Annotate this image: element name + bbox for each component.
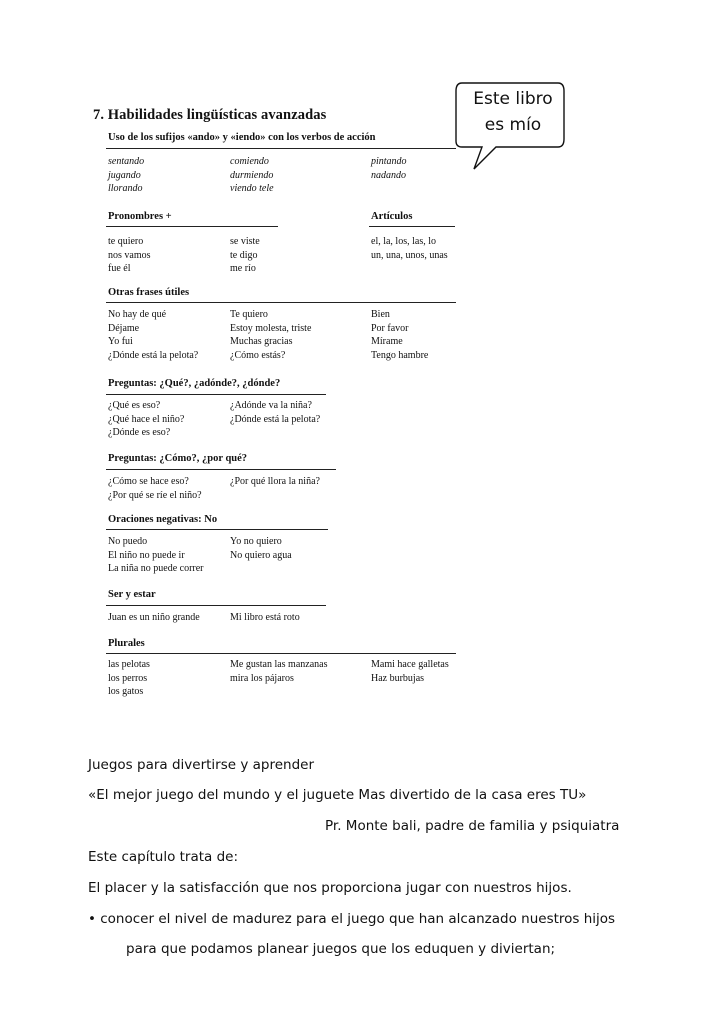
list-item: Yo fui xyxy=(108,336,133,347)
text-line-4: Este capítulo trata de: xyxy=(88,849,239,865)
list-item: Bien xyxy=(371,309,390,320)
list-item: las pelotas xyxy=(108,659,150,670)
pronombres-col-2 xyxy=(230,235,260,276)
list-item: mira los pájaros xyxy=(230,672,294,684)
section-header-pronombres: Pronombres + xyxy=(108,211,172,222)
list-item: viendo tele xyxy=(230,183,274,194)
divider xyxy=(369,226,455,227)
preguntas1-col-2 xyxy=(230,399,320,426)
list-item: Déjame xyxy=(108,322,140,334)
preguntas2-col-1 xyxy=(108,475,202,502)
section-header-sufijos: Uso de los sufijos «ando» y «iendo» con los verbos de acción xyxy=(108,132,376,143)
sufijos-col-3 xyxy=(371,155,407,182)
divider xyxy=(106,605,326,606)
divider xyxy=(106,302,456,303)
preguntas1-col-1 xyxy=(108,399,184,440)
plurales-col-2 xyxy=(230,658,327,685)
list-item: El niño no puede ir xyxy=(108,549,185,561)
section-header-preguntas-1: Preguntas: ¿Qué?, ¿adónde?, ¿dónde? xyxy=(108,378,281,389)
list-item: Mami hace galletas xyxy=(371,659,449,670)
list-item: se viste xyxy=(230,236,260,247)
list-item: Estoy molesta, triste xyxy=(230,322,312,334)
frases-col-2 xyxy=(230,308,311,362)
page-title: 7. Habilidades lingüísticas avanzadas xyxy=(93,107,327,123)
list-item: comiendo xyxy=(230,156,269,167)
ser-col-1 xyxy=(108,611,200,625)
text-line-5: El placer y la satisfacción que nos proporciona jugar con nuestros hijos. xyxy=(88,880,572,896)
text-line-3: Pr. Monte bali, padre de familia y psiquiatra xyxy=(325,818,620,834)
list-item: me río xyxy=(230,263,256,274)
list-item: ¿Dónde está la pelota? xyxy=(230,413,321,425)
pronombres-col-1 xyxy=(108,235,151,276)
section-header-frases: Otras frases útiles xyxy=(108,287,190,298)
list-item: Haz burbujas xyxy=(371,672,425,684)
bubble-line-2: es mío xyxy=(484,115,542,135)
list-item: nadando xyxy=(371,169,406,181)
list-item: ¿Por qué se ríe el niño? xyxy=(108,489,202,501)
preguntas2-col-2 xyxy=(230,475,320,489)
list-item: un, una, unos, unas xyxy=(371,249,448,261)
negativas-col-2 xyxy=(230,535,292,562)
articulos-col xyxy=(371,235,448,262)
divider xyxy=(106,529,328,530)
list-item: Muchas gracias xyxy=(230,336,293,347)
list-item: los perros xyxy=(108,672,148,684)
list-item: No quiero agua xyxy=(230,549,292,561)
section-header-preguntas-2: Preguntas: ¿Cómo?, ¿por qué? xyxy=(108,453,248,464)
list-item: te digo xyxy=(230,249,258,261)
speech-bubble xyxy=(456,81,566,151)
list-item: llorando xyxy=(108,183,143,194)
plurales-col-1 xyxy=(108,658,150,699)
plurales-col-3 xyxy=(371,658,449,685)
list-item: Mi libro está roto xyxy=(230,612,300,623)
list-item: jugando xyxy=(108,169,141,181)
sufijos-col-1 xyxy=(108,155,144,196)
list-item: te quiero xyxy=(108,236,144,247)
list-item: ¿Por qué llora la niña? xyxy=(230,476,320,487)
list-item: Te quiero xyxy=(230,309,268,320)
list-item: sentando xyxy=(108,156,145,167)
list-item: ¿Cómo se hace eso? xyxy=(108,476,189,487)
text-line-6: • conocer el nivel de madurez para el juego que han alcanzado nuestros hijos xyxy=(88,911,616,927)
list-item: Juan es un niño grande xyxy=(108,612,200,623)
list-item: Yo no quiero xyxy=(230,536,282,547)
list-item: ¿Cómo estás? xyxy=(230,349,286,361)
ser-col-2 xyxy=(230,611,300,625)
list-item: Me gustan las manzanas xyxy=(230,659,328,670)
divider xyxy=(106,469,336,470)
list-item: ¿Dónde está la pelota? xyxy=(108,349,199,361)
section-header-ser-estar: Ser y estar xyxy=(108,589,156,600)
bubble-line-1: Este libro xyxy=(473,89,553,109)
list-item: No hay de qué xyxy=(108,309,167,320)
text-line-7: para que podamos planear juegos que los eduquen y diviertan; xyxy=(126,941,556,957)
list-item: ¿Qué es eso? xyxy=(108,400,161,411)
section-header-plurales: Plurales xyxy=(108,638,145,649)
frases-col-1 xyxy=(108,308,198,362)
section-header-articulos: Artículos xyxy=(371,211,413,222)
divider xyxy=(106,653,456,654)
frases-col-3 xyxy=(371,308,428,362)
list-item: La niña no puede correr xyxy=(108,563,204,574)
list-item: los gatos xyxy=(108,686,144,697)
divider xyxy=(106,148,456,149)
divider xyxy=(106,394,326,395)
negativas-col-1 xyxy=(108,535,204,576)
list-item: nos vamos xyxy=(108,249,151,261)
list-item: fue él xyxy=(108,263,131,274)
list-item: ¿Adónde va la niña? xyxy=(230,400,312,411)
divider xyxy=(106,226,278,227)
list-item: el, la, los, las, lo xyxy=(371,236,436,247)
list-item: Por favor xyxy=(371,322,409,334)
list-item: No puedo xyxy=(108,536,148,547)
list-item: Tengo hambre xyxy=(371,349,429,361)
section-header-negativas: Oraciones negativas: No xyxy=(108,514,218,525)
list-item: ¿Dónde es eso? xyxy=(108,427,171,438)
text-line-1: Juegos para divertirse y aprender xyxy=(88,757,315,773)
list-item: ¿Qué hace el niño? xyxy=(108,413,185,425)
list-item: Mírame xyxy=(371,336,403,347)
list-item: pintando xyxy=(371,156,407,167)
list-item: durmiendo xyxy=(230,169,274,181)
sufijos-col-2 xyxy=(230,155,274,196)
text-line-2: «El mejor juego del mundo y el juguete Mas divertido de la casa eres TU» xyxy=(88,787,587,803)
